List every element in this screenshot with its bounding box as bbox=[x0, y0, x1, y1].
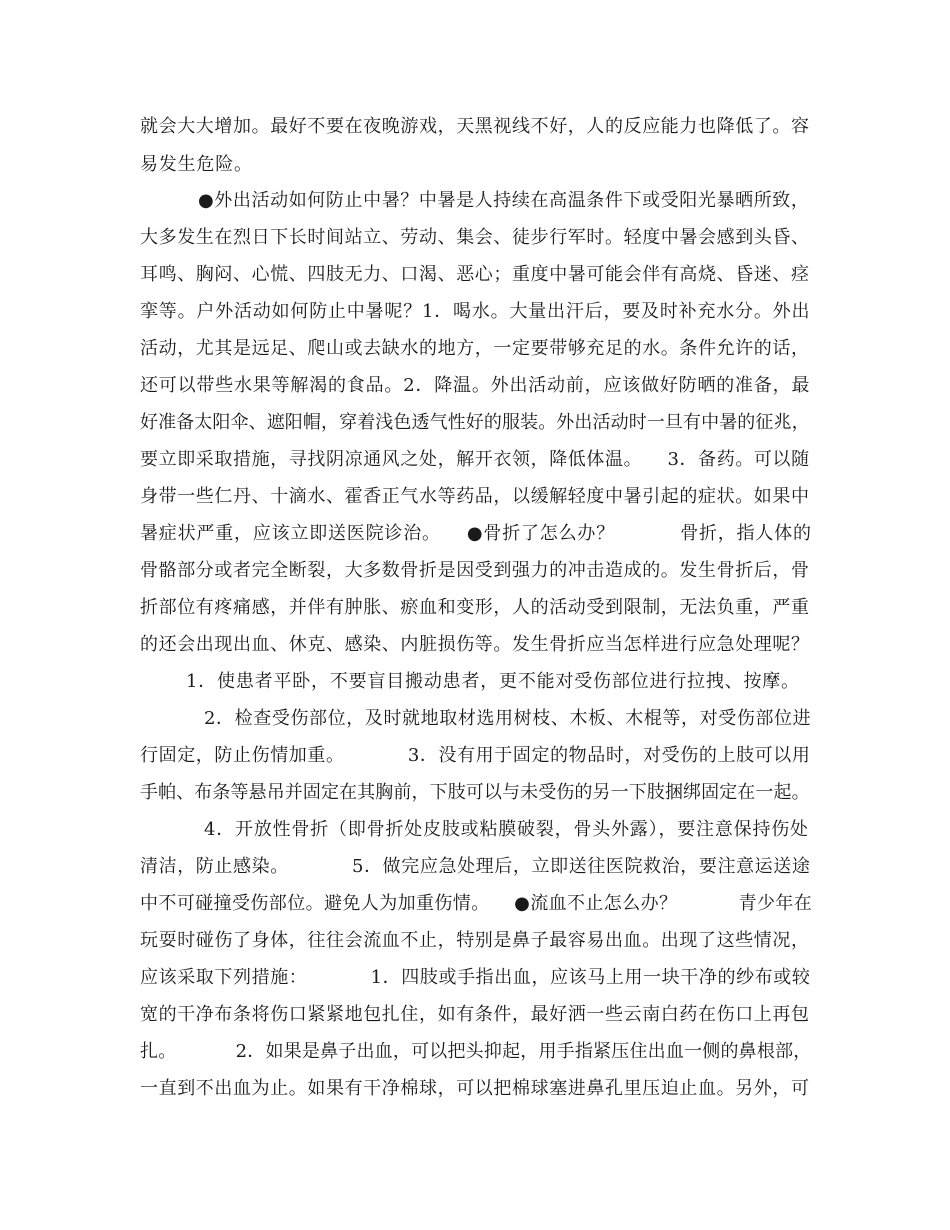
text-line: 扎。 2．如果是鼻子出血，可以把头抑起，用手指紧压住出血一侧的鼻根部， bbox=[140, 1041, 812, 1062]
text-line: 4．开放性骨折（即骨折处皮肢或粘膜破裂，骨头外露），要注意保持伤处 bbox=[204, 819, 809, 840]
text-line: ●外出活动如何防止中暑？中暑是人持续在高温条件下或受阳光暴晒所致， bbox=[198, 190, 810, 211]
text-line: 好准备太阳伞、遮阳帽，穿着浅色透气性好的服装。外出活动时一旦有中暑的征兆， bbox=[140, 412, 810, 433]
text-line: 的还会出现出血、休克、感染、内脏损伤等。发生骨折应当怎样进行应急处理呢？ bbox=[140, 634, 810, 655]
text-line: 就会大大增加。最好不要在夜晚游戏，天黑视线不好，人的反应能力也降低了。容 bbox=[140, 116, 810, 137]
text-line: 清洁，防止感染。 5．做完应急处理后，立即送往医院救治，要注意运送途 bbox=[140, 856, 811, 877]
text-line: 行固定，防止伤情加重。 3．没有用于固定的物品时，对受伤的上肢可以用 bbox=[140, 745, 811, 766]
text-line: 宽的干净布条将伤口紧紧地包扎住，如有条件，最好洒一些云南白药在伤口上再包 bbox=[140, 1004, 810, 1025]
text-line: 玩耍时碰伤了身体，往往会流血不止，特别是鼻子最容易出血。出现了这些情况， bbox=[140, 930, 810, 951]
text-line: 1．使患者平卧，不要盲目搬动患者，更不能对受伤部位进行拉拽、按摩。 bbox=[186, 671, 800, 692]
text-line: 要立即采取措施，寻找阴凉通风之处，解开衣领，降低体温。 3．备药。可以随 bbox=[140, 449, 810, 470]
text-line: 折部位有疼痛感，并伴有肿胀、瘀血和变形，人的活动受到限制，无法负重，严重 bbox=[140, 597, 810, 618]
text-line: 一直到不出血为止。如果有干净棉球，可以把棉球塞进鼻孔里压迫止血。另外，可 bbox=[140, 1078, 810, 1099]
text-line: 骨骼部分或者完全断裂，大多数骨折是因受到强力的冲击造成的。发生骨折后，骨 bbox=[140, 560, 810, 581]
text-line: 耳鸣、胸闷、心慌、四肢无力、口渴、恶心；重度中暑可能会伴有高烧、昏迷、痉 bbox=[140, 264, 810, 285]
text-line: 大多发生在烈日下长时间站立、劳动、集会、徒步行军时。轻度中暑会感到头昏、 bbox=[140, 227, 810, 248]
text-line: 2．检查受伤部位，及时就地取材选用树枝、木板、木棍等，对受伤部位进 bbox=[204, 708, 812, 729]
text-line: 暑症状严重，应该立即送医院诊治。 ●骨折了怎么办？ 骨折，指人体的 bbox=[140, 523, 812, 544]
text-line: 中不可碰撞受伤部位。避免人为加重伤情。 ●流血不止怎么办？ 青少年在 bbox=[140, 893, 813, 914]
text-line: 身带一些仁丹、十滴水、霍香正气水等药品，以缓解轻度中暑引起的症状。如果中 bbox=[140, 486, 810, 507]
text-line: 还可以带些水果等解渴的食品。2．降温。外出活动前，应该做好防晒的准备，最 bbox=[140, 375, 811, 396]
text-line: 活动，尤其是远足、爬山或去缺水的地方，一定要带够充足的水。条件允许的话， bbox=[140, 338, 810, 359]
text-line: 手帕、布条等悬吊并固定在其胸前，下肢可以与未受伤的另一下肢捆绑固定在一起。 bbox=[140, 782, 810, 803]
text-line: 应该采取下列措施： 1．四肢或手指出血，应该马上用一块干净的纱布或较 bbox=[140, 967, 811, 988]
text-line: 挛等。户外活动如何防止中暑呢？1．喝水。大量出汗后，要及时补充水分。外出 bbox=[140, 301, 811, 322]
text-line: 易发生危险。 bbox=[140, 154, 253, 175]
